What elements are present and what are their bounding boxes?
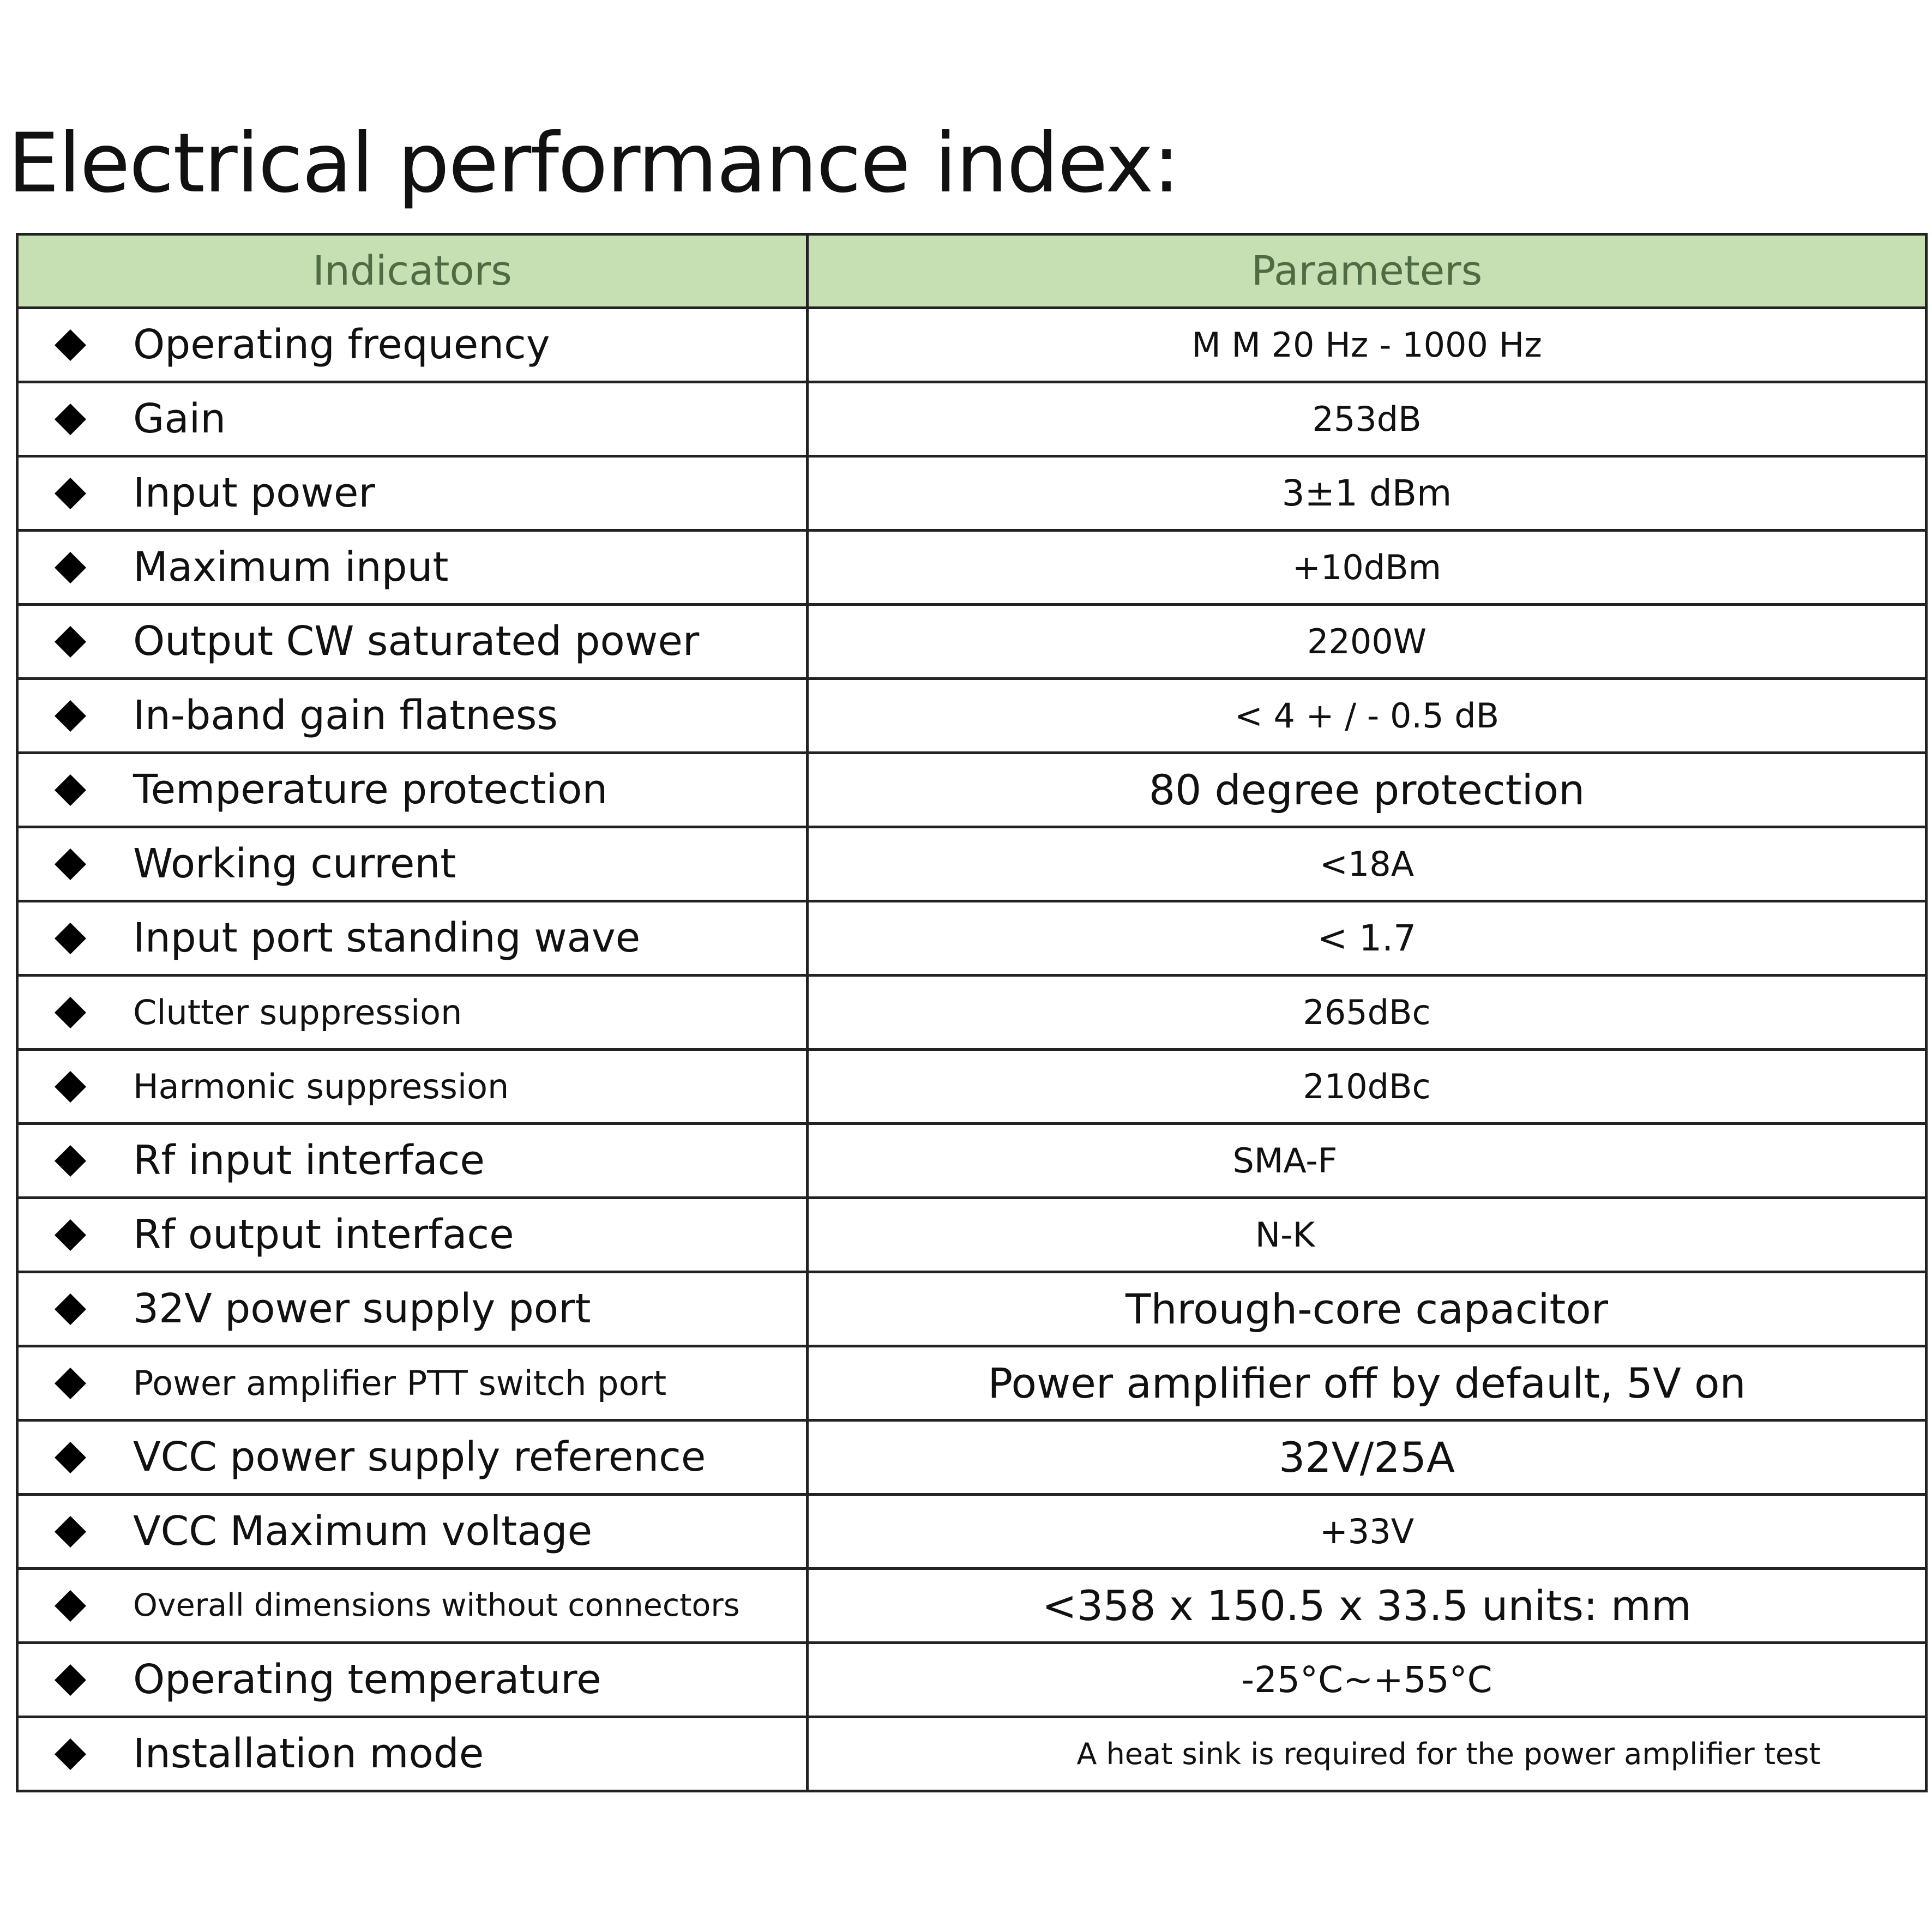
indicator-cell xyxy=(17,605,808,679)
table-row xyxy=(17,382,1927,456)
parameter-cell xyxy=(808,1198,1927,1272)
table-header xyxy=(17,234,1927,308)
indicator-label: Gain xyxy=(133,395,226,442)
indicator-label: Harmonic suppression xyxy=(133,1067,509,1106)
parameter-value: N-K xyxy=(1255,1215,1315,1255)
indicator-label: Temperature protection xyxy=(133,766,608,813)
indicator-label: Working current xyxy=(133,840,456,887)
diamond-bullet-icon xyxy=(53,699,87,733)
indicator-cell xyxy=(17,753,808,827)
diamond-bullet-icon xyxy=(53,1515,87,1549)
indicator-label: Maximum input xyxy=(133,544,449,591)
parameter-cell: M M 20 Hz - 1000 Hz xyxy=(808,308,1927,382)
indicator-cell xyxy=(17,1643,808,1717)
header-parameters: Parameters xyxy=(808,234,1927,308)
indicator-label: Operating temperature xyxy=(133,1656,601,1703)
table-row xyxy=(17,308,1927,382)
indicator-cell xyxy=(17,1124,808,1198)
indicator-cell xyxy=(17,531,808,605)
diamond-bullet-icon xyxy=(53,1589,87,1623)
indicator-cell xyxy=(17,1717,808,1791)
parameter-cell: +33V xyxy=(808,1495,1927,1569)
indicator-label: VCC power supply reference xyxy=(133,1434,706,1480)
table-row xyxy=(17,605,1927,679)
diamond-bullet-icon xyxy=(53,1292,87,1326)
diamond-bullet-icon xyxy=(53,922,87,955)
parameter-cell: 2200W xyxy=(808,605,1927,679)
parameter-cell: 253dB xyxy=(808,382,1927,456)
table-row xyxy=(17,1124,1927,1198)
parameter-cell: < 4 + / - 0.5 dB xyxy=(808,679,1927,753)
diamond-bullet-icon xyxy=(53,1367,87,1400)
diamond-bullet-icon xyxy=(53,996,87,1030)
diamond-bullet-icon xyxy=(53,1737,87,1771)
parameter-cell: Through-core capacitor xyxy=(808,1272,1927,1346)
table-row xyxy=(17,1643,1927,1717)
parameter-cell: -25°C~+55°C xyxy=(808,1643,1927,1717)
table-row xyxy=(17,827,1927,901)
indicator-label: Input power xyxy=(133,470,375,516)
table-row xyxy=(17,1272,1927,1346)
indicator-cell xyxy=(17,976,808,1050)
indicator-cell xyxy=(17,1421,808,1495)
parameter-cell xyxy=(808,1124,1927,1198)
indicator-cell xyxy=(17,901,808,976)
indicator-cell xyxy=(17,456,808,531)
parameter-cell: < 1.7 xyxy=(808,901,1927,976)
parameter-cell: 265dBc xyxy=(808,976,1927,1050)
table-row xyxy=(17,679,1927,753)
indicator-cell xyxy=(17,1495,808,1569)
diamond-bullet-icon xyxy=(53,1441,87,1474)
indicator-cell xyxy=(17,1569,808,1643)
table-row xyxy=(17,1421,1927,1495)
table-row xyxy=(17,976,1927,1050)
indicator-cell xyxy=(17,827,808,901)
indicator-label: Operating frequency xyxy=(133,321,550,368)
parameter-cell: 80 degree protection xyxy=(808,753,1927,827)
parameter-value: A heat sink is required for the power amplifier test xyxy=(1076,1737,1821,1771)
table-row xyxy=(17,1495,1927,1569)
indicator-label: Output CW saturated power xyxy=(133,618,700,665)
indicator-cell xyxy=(17,382,808,456)
indicator-cell xyxy=(17,1346,808,1421)
diamond-bullet-icon xyxy=(53,551,87,585)
parameter-cell: <18A xyxy=(808,827,1927,901)
table-row xyxy=(17,753,1927,827)
indicator-cell xyxy=(17,1050,808,1124)
parameter-cell: +10dBm xyxy=(808,531,1927,605)
indicator-label: Rf input interface xyxy=(133,1137,485,1184)
table-row xyxy=(17,1717,1927,1791)
indicator-label: Input port standing wave xyxy=(133,914,641,961)
header-indicators: Indicators xyxy=(17,234,808,308)
diamond-bullet-icon xyxy=(53,1663,87,1697)
parameter-cell: <358 x 150.5 x 33.5 units: mm xyxy=(808,1569,1927,1643)
indicator-label: In-band gain flatness xyxy=(133,692,558,739)
parameter-cell: 210dBc xyxy=(808,1050,1927,1124)
indicator-cell xyxy=(17,1198,808,1272)
performance-table xyxy=(16,233,1928,1792)
diamond-bullet-icon xyxy=(53,402,87,436)
diamond-bullet-icon xyxy=(53,773,87,807)
table-row xyxy=(17,1198,1927,1272)
indicator-cell xyxy=(17,1272,808,1346)
table-row xyxy=(17,1346,1927,1421)
parameter-cell xyxy=(808,1717,1927,1791)
indicator-label: Installation mode xyxy=(133,1730,484,1777)
diamond-bullet-icon xyxy=(53,1218,87,1252)
header-row xyxy=(17,234,1927,308)
table-row xyxy=(17,1569,1927,1643)
page-title: Electrical performance index: xyxy=(8,116,1179,211)
diamond-bullet-icon xyxy=(53,847,87,881)
diamond-bullet-icon xyxy=(53,1070,87,1104)
indicator-label: Rf output interface xyxy=(133,1211,514,1258)
indicator-cell xyxy=(17,679,808,753)
indicator-label: 32V power supply port xyxy=(133,1285,591,1332)
parameter-cell: Power amplifier off by default, 5V on xyxy=(808,1346,1927,1421)
table-row xyxy=(17,531,1927,605)
indicator-label: Clutter suppression xyxy=(133,992,462,1032)
table-body xyxy=(17,308,1927,1791)
diamond-bullet-icon xyxy=(53,1144,87,1178)
table-row xyxy=(17,1050,1927,1124)
table-row xyxy=(17,901,1927,976)
diamond-bullet-icon xyxy=(53,328,87,362)
parameter-cell: 3±1 dBm xyxy=(808,456,1927,531)
table-row xyxy=(17,456,1927,531)
indicator-label: Power amplifier PTT switch port xyxy=(133,1363,667,1403)
parameter-value: SMA-F xyxy=(1232,1141,1338,1181)
diamond-bullet-icon xyxy=(53,625,87,659)
indicator-label: Overall dimensions without connectors xyxy=(133,1587,740,1623)
indicator-cell xyxy=(17,308,808,382)
parameter-cell: 32V/25A xyxy=(808,1421,1927,1495)
diamond-bullet-icon xyxy=(53,477,87,510)
indicator-label: VCC Maximum voltage xyxy=(133,1508,593,1555)
